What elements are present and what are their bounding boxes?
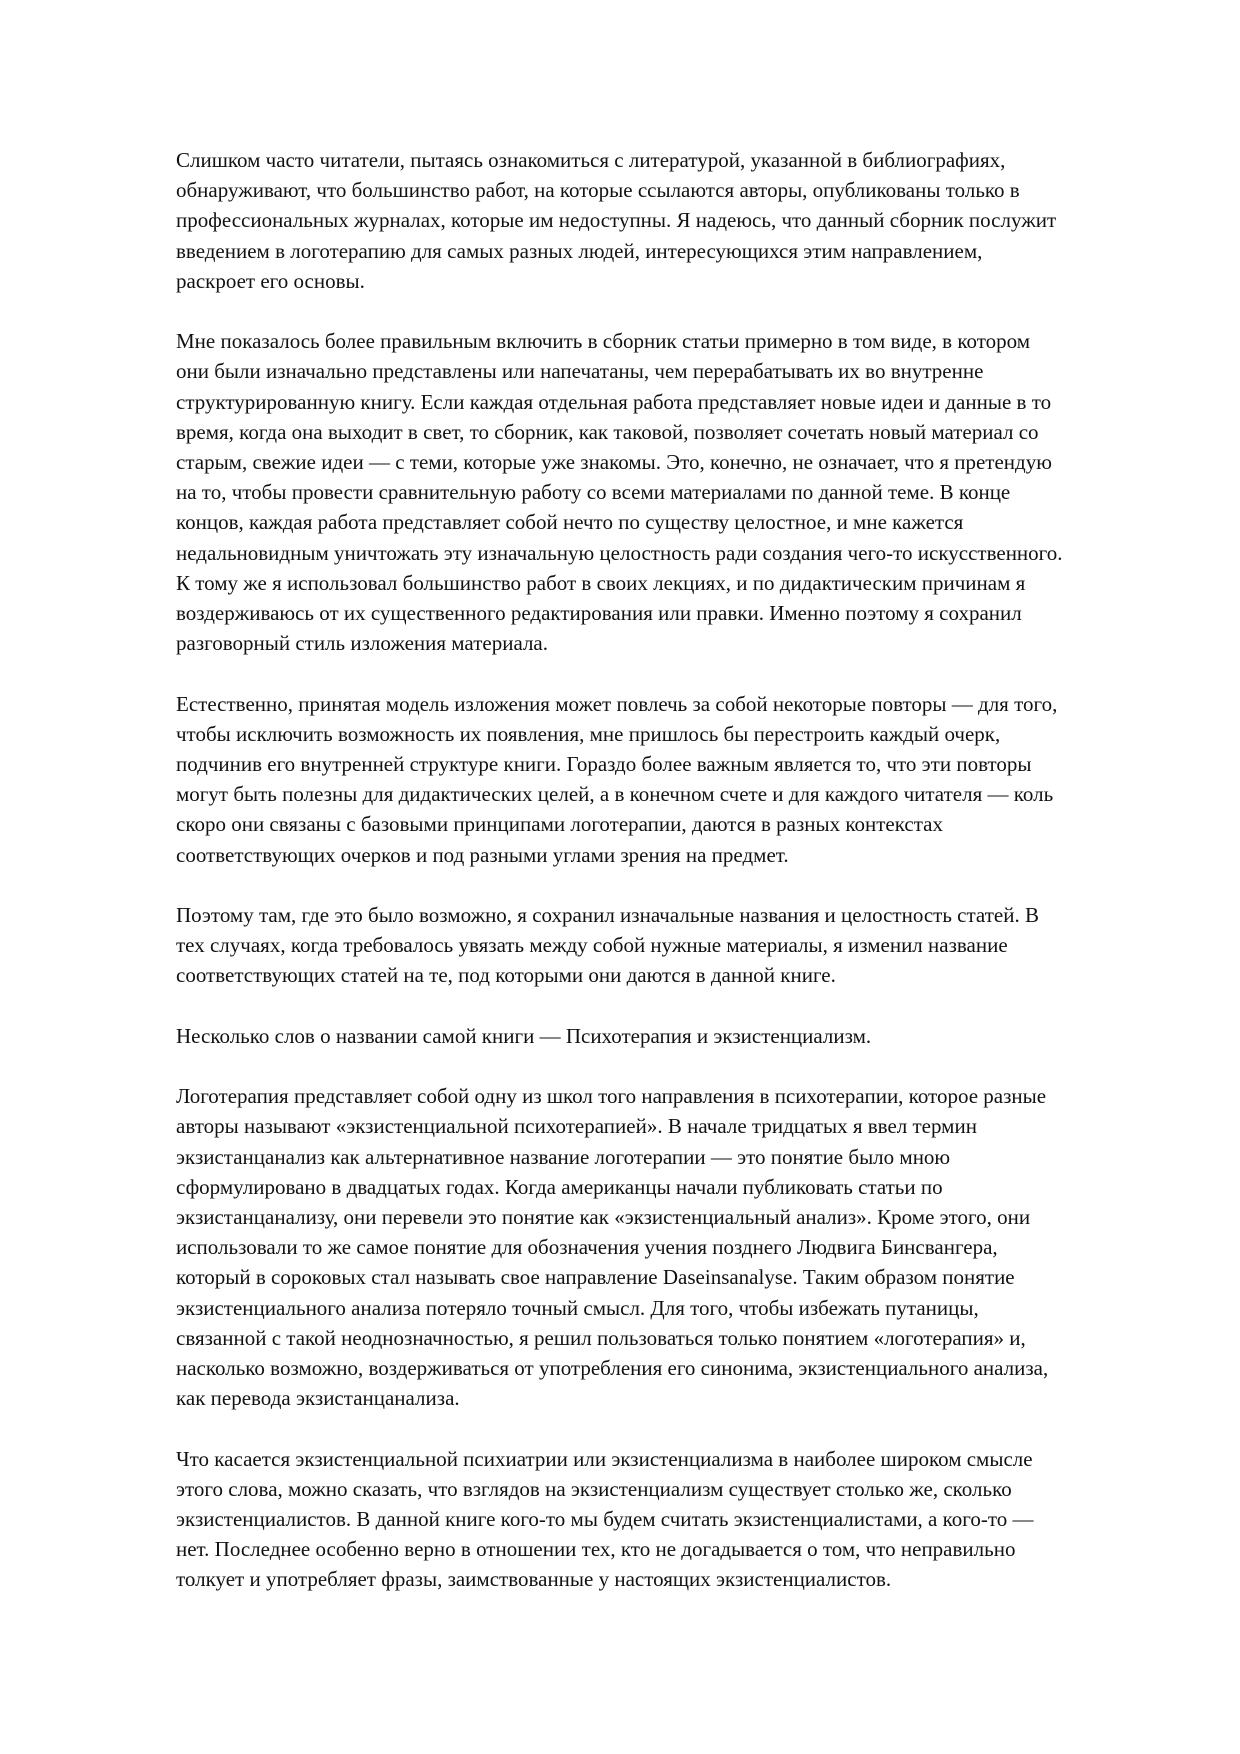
text-line: введением в логотерапию для самых разных людей, интересующихся этим направлением,: [176, 238, 983, 263]
text-line: Слишком часто читатели, пытаясь ознакомиться с литературой, указанной в библиографиях,: [176, 148, 1006, 172]
text-line: который в сороковых стал называть свое направление Daseinsanalyse. Таким образом понятие: [176, 1265, 1015, 1290]
text-line: Что касается экзистенциальной психиатрии или экзистенциализма в наиболее широком смысле: [176, 1446, 1033, 1471]
text-line: время, когда она выходит в свет, то сборник, как таковой, позволяет сочетать новый материал со: [176, 419, 1039, 444]
text-line: обнаруживают, что большинство работ, на которые ссылаются авторы, опубликованы только в: [176, 178, 1020, 203]
text-line: структурированную книгу. Если каждая отдельная работа представляет новые идеи и данные в то: [176, 389, 1052, 414]
text-line: скоро они связаны с базовыми принципами логотерапии, даются в разных контекстах: [176, 812, 943, 837]
text-line: концов, каждая работа представляет собой нечто по существу целостное, и мне кажется: [176, 510, 964, 535]
paragraph: [176, 1444, 1166, 1595]
text-line: соответствующих очерков и под разными углами зрения на предмет.: [176, 842, 789, 867]
text-line: подчинив его внутренней структуре книги. Гораздо более важным является то, что эти повторы: [176, 752, 1032, 777]
paragraph: [176, 145, 1166, 296]
text-line: раскроет его основы.: [176, 268, 365, 293]
paragraph: [176, 689, 1166, 870]
text-line: экзистенциального анализа потеряло точный смысл. Для того, чтобы избежать путаницы,: [176, 1295, 979, 1320]
text-line: воздерживаюсь от их существенного редактирования или правки. Именно поэтому я сохранил: [176, 601, 1022, 626]
text-line: насколько возможно, воздерживаться от употребления его синонима, экзистенциального анализа,: [176, 1356, 1049, 1381]
text-line: на то, чтобы провести сравнительную работу со всеми материалами по данной теме. В конце: [176, 480, 1011, 505]
text-line: использовали то же самое понятие для обозначения учения позднего Людвига Бинсвангера,: [176, 1235, 998, 1260]
text-line: могут быть полезны для дидактических целей, а в конечном счете и для каждого читателя — коль: [176, 782, 1054, 807]
text-line: чтобы исключить возможность их появления, мне пришлось бы перестроить каждый очерк,: [176, 721, 1001, 746]
text-line: экзистенциалистов. В данной книге кого-то мы будем считать экзистенциалистами, а кого-то —: [176, 1507, 1034, 1532]
text-line: они были изначально представлены или напечатаны, чем перерабатывать их во внутренне: [176, 359, 984, 384]
text-line: Несколько слов о названии самой книги — Психотерапия и экзистенциализм.: [176, 1023, 872, 1048]
paragraph: [176, 1081, 1166, 1413]
paragraph: [176, 326, 1166, 658]
text-line: этого слова, можно сказать, что взглядов на экзистенциализм существует столько же, сколько: [176, 1476, 1012, 1501]
text-line: К тому же я использовал большинство работ в своих лекциях, и по дидактическим причинам я: [176, 570, 1026, 595]
text-line: Поэтому там, где это было возможно, я сохранил изначальные названия и целостность статей. В: [176, 903, 1039, 928]
text-line: Логотерапия представляет собой одну из школ того направления в психотерапии, которое разные: [176, 1084, 1047, 1109]
text-line: тех случаях, когда требовалось увязать между собой нужные материалы, я изменил название: [176, 933, 1008, 958]
document-page: [176, 145, 1166, 1625]
text-line: старым, свежие идеи — с теми, которые уже знакомы. Это, конечно, не означает, что я претендую: [176, 450, 1052, 475]
paragraph: [176, 1021, 1166, 1051]
text-line: авторы называют «экзистенциальной психотерапией». В начале тридцатых я ввел термин: [176, 1114, 977, 1139]
text-line: профессиональных журналах, которые им недоступны. Я надеюсь, что данный сборник послужит: [176, 208, 1057, 233]
text-line: нет. Последнее особенно верно в отношении тех, кто не догадывается о том, что неправильно: [176, 1537, 1016, 1562]
text-line: соответствующих статей на те, под которыми они даются в данной книге.: [176, 963, 836, 988]
text-line: сформулировано в двадцатых годах. Когда американцы начали публиковать статьи по: [176, 1174, 943, 1199]
text-line: разговорный стиль изложения материала.: [176, 631, 549, 656]
text-line: как перевода экзистанцанализа.: [176, 1386, 460, 1411]
text-line: Мне показалось более правильным включить в сборник статьи примерно в том виде, в котором: [176, 329, 1030, 354]
paragraph: [176, 900, 1166, 991]
text-line: толкует и употребляет фразы, заимствованные у настоящих экзистенциалистов.: [176, 1567, 892, 1592]
text-line: недальновидным уничтожать эту изначальную целостность ради создания чего-то искусственного.: [176, 540, 1063, 565]
text-line: экзистанцанализ как альтернативное название логотерапии — это понятие было мною: [176, 1144, 951, 1169]
text-line: экзистанцанализу, они перевели это понятие как «экзистенциальный анализ». Кроме этого, они: [176, 1205, 1031, 1230]
text-line: Естественно, принятая модель изложения может повлечь за собой некоторые повторы — для того,: [176, 691, 1058, 716]
text-line: связанной с такой неоднозначностью, я решил пользоваться только понятием «логотерапия» и,: [176, 1325, 1026, 1350]
